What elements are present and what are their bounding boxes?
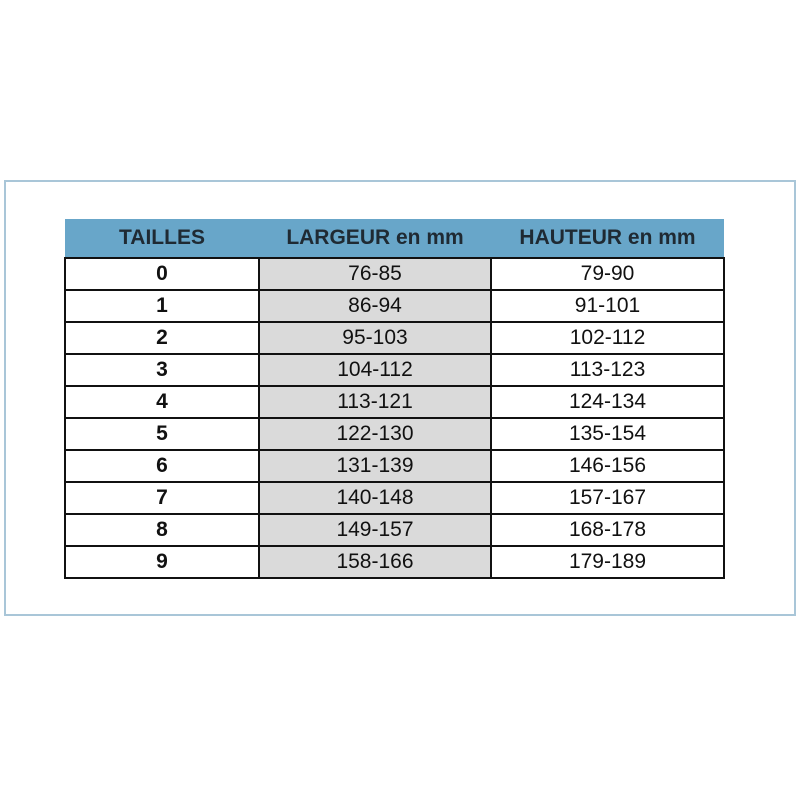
size-cell: 6 [65, 450, 259, 482]
column-header-width: LARGEUR en mm [259, 219, 491, 258]
size-cell: 4 [65, 386, 259, 418]
column-header-size: TAILLES [65, 219, 259, 258]
height-cell: 113-123 [491, 354, 724, 386]
size-cell: 5 [65, 418, 259, 450]
table-row [65, 482, 724, 514]
height-cell: 168-178 [491, 514, 724, 546]
height-cell: 135-154 [491, 418, 724, 450]
header-row [65, 219, 724, 258]
width-cell: 104-112 [259, 354, 491, 386]
table-body [65, 258, 724, 578]
width-cell: 158-166 [259, 546, 491, 578]
table-row [65, 546, 724, 578]
size-cell: 2 [65, 322, 259, 354]
table-row [65, 418, 724, 450]
size-chart-table [64, 219, 725, 579]
table-row [65, 322, 724, 354]
width-cell: 113-121 [259, 386, 491, 418]
height-cell: 157-167 [491, 482, 724, 514]
width-cell: 122-130 [259, 418, 491, 450]
size-cell: 3 [65, 354, 259, 386]
size-cell: 1 [65, 290, 259, 322]
size-cell: 7 [65, 482, 259, 514]
width-cell: 140-148 [259, 482, 491, 514]
table-row [65, 354, 724, 386]
table-row [65, 450, 724, 482]
table-row [65, 258, 724, 290]
width-cell: 76-85 [259, 258, 491, 290]
table-row [65, 386, 724, 418]
height-cell: 146-156 [491, 450, 724, 482]
height-cell: 91-101 [491, 290, 724, 322]
table-header [65, 219, 724, 258]
width-cell: 95-103 [259, 322, 491, 354]
height-cell: 79-90 [491, 258, 724, 290]
height-cell: 102-112 [491, 322, 724, 354]
width-cell: 149-157 [259, 514, 491, 546]
size-cell: 8 [65, 514, 259, 546]
height-cell: 124-134 [491, 386, 724, 418]
table-row [65, 290, 724, 322]
height-cell: 179-189 [491, 546, 724, 578]
column-header-height: HAUTEUR en mm [491, 219, 724, 258]
table-row [65, 514, 724, 546]
width-cell: 86-94 [259, 290, 491, 322]
size-cell: 0 [65, 258, 259, 290]
size-cell: 9 [65, 546, 259, 578]
width-cell: 131-139 [259, 450, 491, 482]
